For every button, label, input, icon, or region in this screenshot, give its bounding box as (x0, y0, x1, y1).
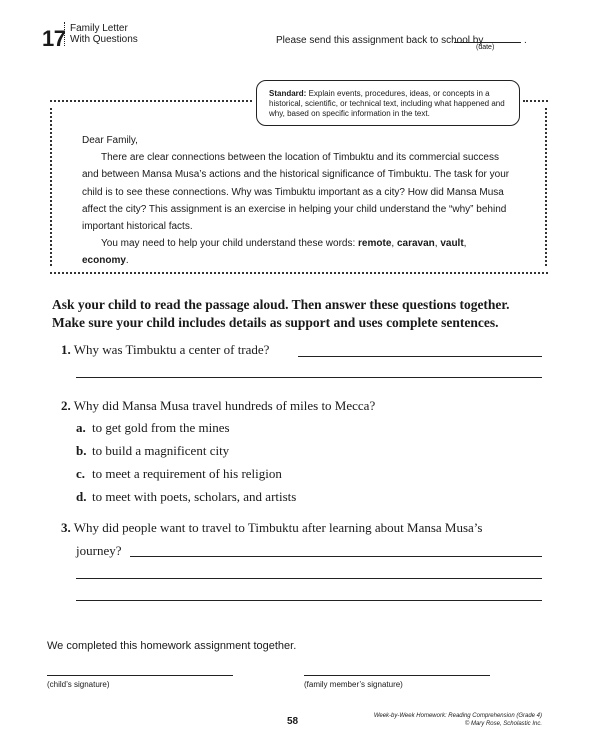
lesson-title-line1: Family Letter (70, 23, 128, 34)
instructions-line2: Make sure your child includes details as support and uses complete sentences. (52, 315, 499, 330)
question-1 (61, 342, 269, 358)
child-signature-line[interactable] (47, 675, 233, 676)
vocab-word: vault (440, 238, 464, 250)
question-text: Why did people want to travel to Timbuktu after learning about Mansa Musa’s (73, 520, 483, 535)
question-3-continued: journey? (76, 543, 122, 558)
vocab-sentence: You may need to help your child understand these words: remote, caravan, vault, economy. (82, 238, 467, 267)
vocab-word: economy (82, 255, 126, 267)
lesson-divider (64, 22, 65, 46)
credit-line2: © Mary Rose, Scholastic Inc. (464, 721, 542, 727)
vocab-word: caravan (396, 238, 435, 250)
child-signature-caption: (child’s signature) (47, 680, 110, 689)
standard-text (269, 89, 511, 119)
answer-line[interactable] (298, 356, 542, 357)
question-number: 1. (61, 342, 71, 357)
date-caption: (date) (476, 44, 495, 51)
question-number: 2. (61, 398, 71, 413)
family-signature-caption: (family member’s signature) (304, 680, 403, 689)
question-text: Why was Timbuktu a center of trade? (73, 342, 270, 357)
date-field[interactable] (454, 42, 521, 43)
letter-frame-top-right (523, 100, 548, 102)
question-2 (61, 398, 375, 414)
question-3 (61, 520, 482, 536)
question-number: 3. (61, 520, 71, 535)
choice-letter: a. (76, 420, 86, 435)
lesson-title-line2: With Questions (70, 34, 138, 45)
instructions (52, 296, 562, 332)
page-number: 58 (287, 716, 299, 727)
choice-text: to meet with poets, scholars, and artists (92, 489, 297, 504)
date-period: . (524, 35, 527, 46)
choice-a[interactable] (76, 420, 230, 436)
vocab-word: remote (358, 238, 392, 250)
answer-line[interactable] (76, 377, 542, 378)
letter-paragraph: There are clear connections between the location of Timbuktu and its commercial success and between Mansa Musa’s actions and the historical significance of Timbuktu. The task for your child is to see these connections. Why was Timbuktu important as a city? How did Mansa Musa affect the city? This assignment is an exercise in helping your child understand the “why” behind important historical facts. (82, 152, 510, 233)
answer-line[interactable] (76, 578, 542, 579)
family-signature-line[interactable] (304, 675, 490, 676)
lesson-title (70, 23, 138, 45)
letter-frame-left (50, 108, 52, 266)
choice-b[interactable] (76, 443, 229, 459)
credit (366, 712, 542, 728)
completed-statement: We completed this homework assignment together. (47, 640, 297, 652)
choice-d[interactable] (76, 489, 296, 505)
choice-text: to get gold from the mines (92, 420, 230, 435)
standard-box (256, 80, 520, 126)
answer-line[interactable] (76, 600, 542, 601)
vocab-intro: You may need to help your child understand these words: (101, 238, 356, 250)
letter-frame-right (545, 108, 547, 266)
answer-line[interactable] (130, 556, 542, 557)
choice-letter: b. (76, 443, 87, 458)
choice-letter: d. (76, 489, 87, 504)
letter-greeting: Dear Family, (82, 135, 138, 146)
family-letter (82, 132, 510, 270)
lesson-number: 17 (42, 26, 66, 51)
choice-c[interactable] (76, 466, 282, 482)
standard-label: Standard: (269, 89, 307, 98)
credit-line1: Week-by-Week Homework: Reading Comprehension (Grade 4) (373, 713, 542, 719)
letter-frame-top-left (50, 100, 252, 102)
question-text: Why did Mansa Musa travel hundreds of miles to Mecca? (73, 398, 376, 413)
choice-text: to meet a requirement of his religion (92, 466, 282, 481)
standard-description: Explain events, procedures, ideas, or concepts in a historical, scientific, or technical text, including what happened and why, based on specific information in the text. (269, 89, 505, 118)
send-back-text: Please send this assignment back to school by (276, 35, 484, 46)
instructions-line1: Ask your child to read the passage aloud. Then answer these questions together. (52, 297, 510, 312)
choice-text: to build a magnificent city (92, 443, 230, 458)
choice-letter: c. (76, 466, 86, 481)
letter-frame-bottom (50, 272, 548, 274)
